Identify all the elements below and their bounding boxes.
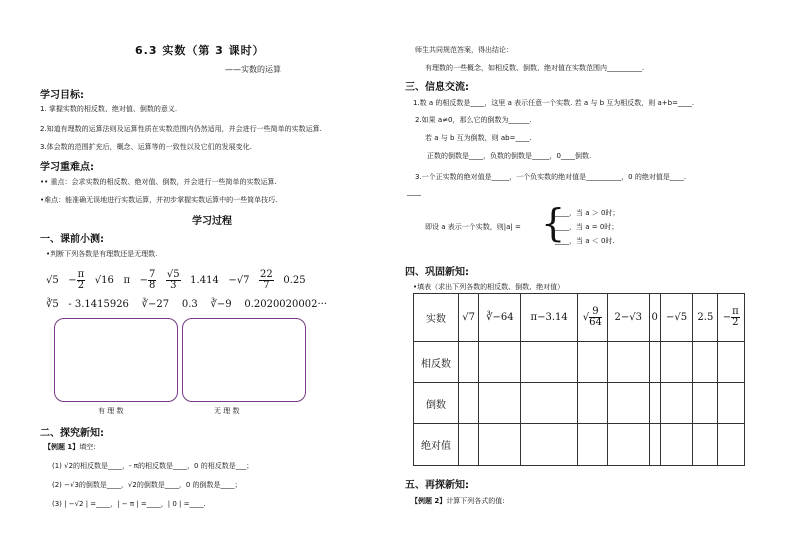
answer-blank: ____: [407, 188, 421, 196]
table-header-row: [414, 294, 745, 342]
table-cell[interactable]: [693, 342, 718, 383]
number-item: − $\frac{\pi}{2}$: [68, 269, 85, 291]
table-cell[interactable]: [521, 424, 578, 466]
table-number: π−3.14: [521, 294, 578, 342]
goal-item: 3.体会数的范围扩充后，概念、运算等的一致性以及它们的发展变化.: [40, 143, 252, 151]
example-1-line: (1) √2的相反数是____，- π的相反数是____，0 的相反数是___；: [52, 462, 254, 470]
info-line: 2.如果 a≠0，那么它的倒数为______.: [415, 116, 532, 124]
brace-symbol: {: [541, 201, 566, 245]
keypoint-item: •• 重点：会求实数的相反数、绝对值、倒数，并会进行一些简单的实数运算.: [40, 178, 277, 186]
abs-case: ____，当 a = 0时；: [555, 223, 619, 231]
example-1: [44, 442, 96, 452]
goals-heading: 学习目标:: [40, 90, 84, 101]
table-number: 0: [649, 294, 660, 342]
number-item: 0.3: [181, 299, 198, 310]
abs-case: ____，当 a ＜ 0时.: [555, 237, 615, 245]
lesson-subtitle: ——实数的运算: [225, 65, 281, 74]
table-cell[interactable]: [479, 383, 521, 424]
section-3-heading: 三、信息交流:: [405, 82, 469, 93]
table-number: 2.5: [693, 294, 718, 342]
number-item: 0.25: [283, 275, 306, 286]
row-label-reciprocal: 倒数: [414, 383, 459, 424]
table-cell[interactable]: [459, 342, 479, 383]
table-number: −√5: [660, 294, 693, 342]
example-2-tag: 【例题 2】: [411, 497, 447, 505]
info-line: 正数的倒数是____，负数的倒数是_____，0____倒数.: [427, 152, 592, 160]
number-item: $\frac{22}{7}$: [260, 269, 273, 291]
info-line: 若 a 与 b 互为倒数，则 ab=____.: [425, 134, 532, 142]
table-cell[interactable]: [660, 424, 693, 466]
info-line: 3.一个正实数的绝对值是_____，一个负实数的绝对值是__________，0 的绝对值是____.: [415, 173, 687, 181]
irrational-box-label: 无 理 数: [214, 407, 240, 415]
example-1-text: 填空:: [79, 443, 96, 451]
table-cell[interactable]: [718, 424, 745, 466]
number-item: √16: [94, 275, 114, 286]
table-cell[interactable]: [577, 424, 607, 466]
table-number: 2−√3: [607, 294, 649, 342]
info-line: 1.数 a 的相反数是____，这里 a 表示任意一个实数. 若 a 与 b 互为相反数，则 a+b=____.: [413, 99, 695, 107]
numbers-row-1: [46, 270, 306, 291]
table-cell[interactable]: [459, 424, 479, 466]
rational-box-label: 有 理 数: [98, 407, 124, 415]
table-number: ∛−64: [479, 294, 521, 342]
table-cell[interactable]: [660, 342, 693, 383]
table-cell[interactable]: [649, 383, 660, 424]
section-4-heading: 四、巩固新知:: [405, 267, 469, 278]
conclusion-line: 有理数的一些概念，如相反数、倒数、绝对值在实数范围内__________.: [425, 64, 645, 72]
table-cell[interactable]: [649, 424, 660, 466]
table-instruction: •填表（求出下列各数的相反数、倒数、绝对值）: [413, 283, 565, 291]
goal-item: 2.知道有理数的运算法则及运算性质在实数范围内仍然适用，并会进行一些简单的实数运算.: [40, 125, 322, 133]
s1-instruction: •判断下列各数是有理数还是无理数.: [46, 250, 158, 258]
example-1-tag: 【例题 1】: [44, 443, 80, 451]
table-cell[interactable]: [607, 342, 649, 383]
example-2: [411, 496, 505, 506]
fill-in-table: [413, 293, 745, 466]
keypoints-heading: 学习重难点:: [40, 162, 94, 173]
number-item: 0.2020020002···: [244, 299, 328, 310]
table-row: [414, 342, 745, 383]
table-header-label: 实数: [414, 294, 459, 342]
table-cell[interactable]: [718, 342, 745, 383]
table-cell[interactable]: [649, 342, 660, 383]
numbers-row-2: [46, 299, 327, 310]
rational-numbers-box[interactable]: [54, 318, 178, 402]
row-label-absolute: 绝对值: [414, 424, 459, 466]
number-item: ∛−27: [141, 299, 170, 310]
number-item: √5: [46, 275, 59, 286]
number-item: − $\frac{7}{8}$: [139, 269, 156, 291]
table-cell[interactable]: [521, 342, 578, 383]
lesson-title: 6.3 实数（第 3 课时）: [135, 44, 265, 57]
number-item: π: [123, 275, 131, 286]
table-cell[interactable]: [479, 342, 521, 383]
example-1-line: (2) −√3的倒数是____，√2的倒数是____，0 的倒数是____；: [52, 481, 242, 489]
table-cell[interactable]: [660, 383, 693, 424]
section-2-heading: 二、探究新知:: [40, 428, 104, 439]
table-number: √ $\frac{9}{64}$: [577, 294, 607, 342]
abs-intro: 即设 a 表示一个实数，则|a| =: [425, 223, 521, 231]
table-cell[interactable]: [479, 424, 521, 466]
number-item: 1.414: [190, 275, 219, 286]
goal-item: 1. 掌握实数的相反数、绝对值、倒数的意义.: [40, 105, 178, 113]
table-cell[interactable]: [521, 383, 578, 424]
number-item: ∛5: [46, 299, 59, 310]
table-cell[interactable]: [607, 424, 649, 466]
intro-line: 师生共同规范答案，得出结论：: [415, 46, 513, 54]
process-heading: 学习过程: [192, 216, 232, 227]
irrational-numbers-box[interactable]: [182, 318, 306, 402]
keypoint-item: •难点：能准确无误地进行实数运算，并初步掌握实数运算中的一些简单技巧.: [40, 196, 278, 204]
number-item: $\frac{√5}{3}$: [166, 269, 180, 291]
table-cell[interactable]: [577, 342, 607, 383]
table-cell[interactable]: [459, 383, 479, 424]
abs-case: ____，当 a ＞ 0时；: [555, 209, 620, 217]
table-row: [414, 383, 745, 424]
table-cell[interactable]: [718, 383, 745, 424]
number-item: −√7: [228, 275, 250, 286]
table-cell[interactable]: [693, 383, 718, 424]
table-row: [414, 424, 745, 466]
number-item: ∛−9: [210, 299, 232, 310]
table-cell[interactable]: [577, 383, 607, 424]
table-cell[interactable]: [693, 424, 718, 466]
example-1-line: (3) | −√2 | =____，| − π | =____，| 0 | =____.: [52, 500, 206, 508]
section-1-heading: 一、课前小测:: [40, 234, 104, 245]
number-item: - 3.1415926: [68, 299, 129, 310]
section-5-heading: 五、再探新知:: [405, 480, 469, 491]
row-label-opposite: 相反数: [414, 342, 459, 383]
table-number: − $\frac{\pi}{2}$: [718, 294, 745, 342]
example-2-text: 计算下列各式的值:: [446, 497, 505, 505]
table-number: √7: [459, 294, 479, 342]
table-cell[interactable]: [607, 383, 649, 424]
